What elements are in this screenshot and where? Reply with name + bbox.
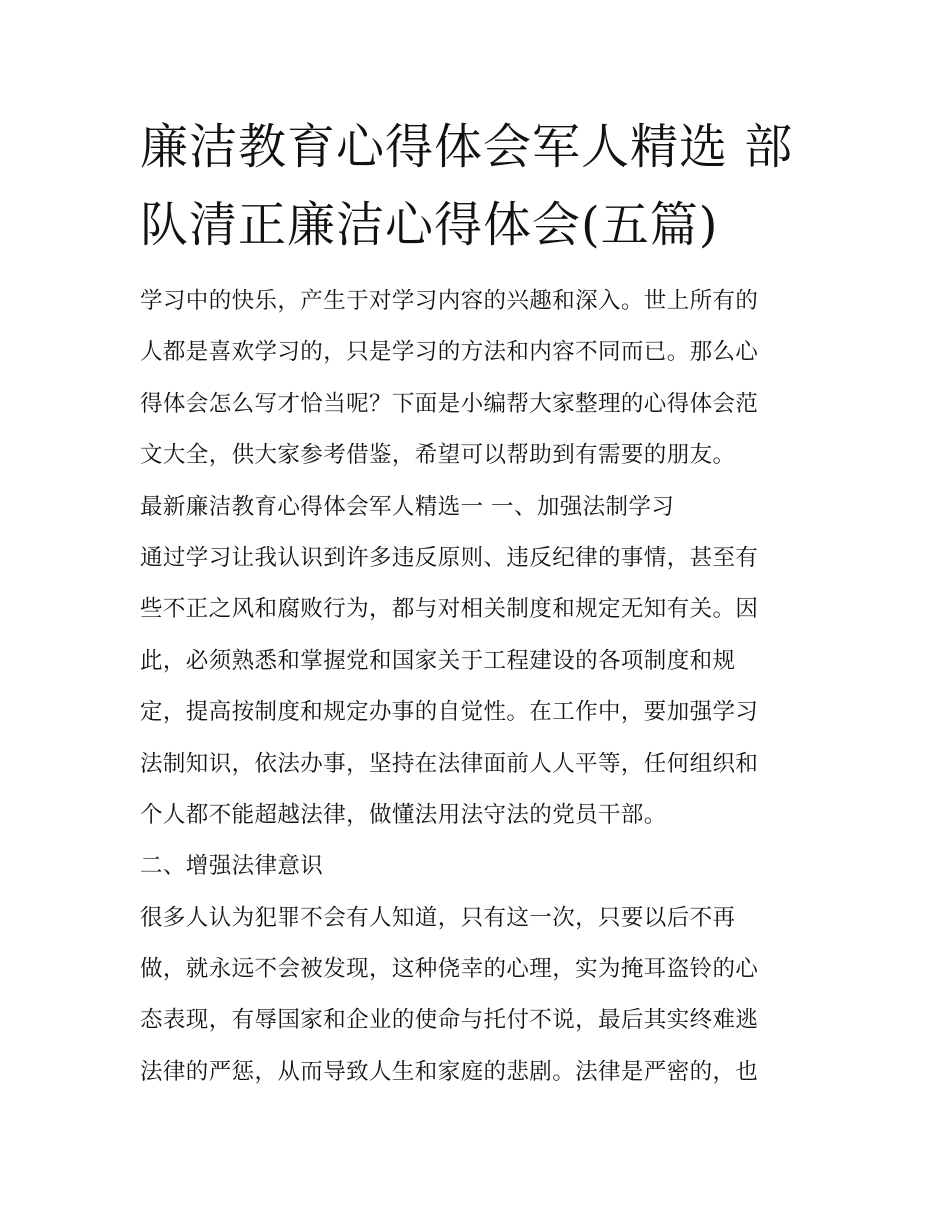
paragraph-line: 个人都不能超越法律，做懂法用法守法的党员干部。	[140, 801, 667, 828]
paragraph-line: 得体会怎么写才恰当呢？下面是小编帮大家整理的心得体会范	[140, 390, 759, 417]
paragraph-line: 法律的严惩，从而导致人生和家庭的悲剧。法律是严密的，也	[140, 1058, 759, 1085]
paragraph-line: 做，就永远不会被发现，这种侥幸的心理，实为掩耳盗铃的心	[140, 956, 759, 983]
section-heading-line: 最新廉洁教育心得体会军人精选一 一、加强法制学习	[140, 493, 675, 520]
paragraph-line: 文大全，供大家参考借鉴，希望可以帮助到有需要的朋友。	[140, 442, 736, 469]
paragraph-line: 很多人认为犯罪不会有人知道，只有这一次，只要以后不再	[140, 904, 736, 931]
paragraph-line: 学习中的快乐，产生于对学习内容的兴趣和深入。世上所有的	[140, 288, 759, 314]
section-heading-line: 二、增强法律意识	[140, 853, 324, 880]
paragraph-line: 此，必须熟悉和掌握党和国家关于工程建设的各项制度和规	[140, 647, 736, 674]
document-title	[140, 108, 820, 264]
paragraph-line: 通过学习让我认识到许多违反原则、违反纪律的事情，甚至有	[140, 544, 759, 571]
title-line: 廉洁教育心得体会军人精选 部	[140, 119, 794, 175]
paragraph-line: 法制知识，依法办事，坚持在法律面前人人平等，任何组织和	[140, 750, 759, 777]
paragraph-line: 些不正之风和腐败行为，都与对相关制度和规定无知有关。因	[140, 596, 759, 623]
paragraph-line: 态表现，有辱国家和企业的使命与托付不说，最后其实终难逃	[140, 1007, 759, 1034]
title-line: 队清正廉洁心得体会(五篇)	[140, 197, 719, 253]
paragraph-line: 人都是喜欢学习的，只是学习的方法和内容不同而已。那么心	[140, 339, 759, 366]
paragraph-line: 定，提高按制度和规定办事的自觉性。在工作中，要加强学习	[140, 699, 759, 726]
document-body	[140, 279, 815, 1101]
